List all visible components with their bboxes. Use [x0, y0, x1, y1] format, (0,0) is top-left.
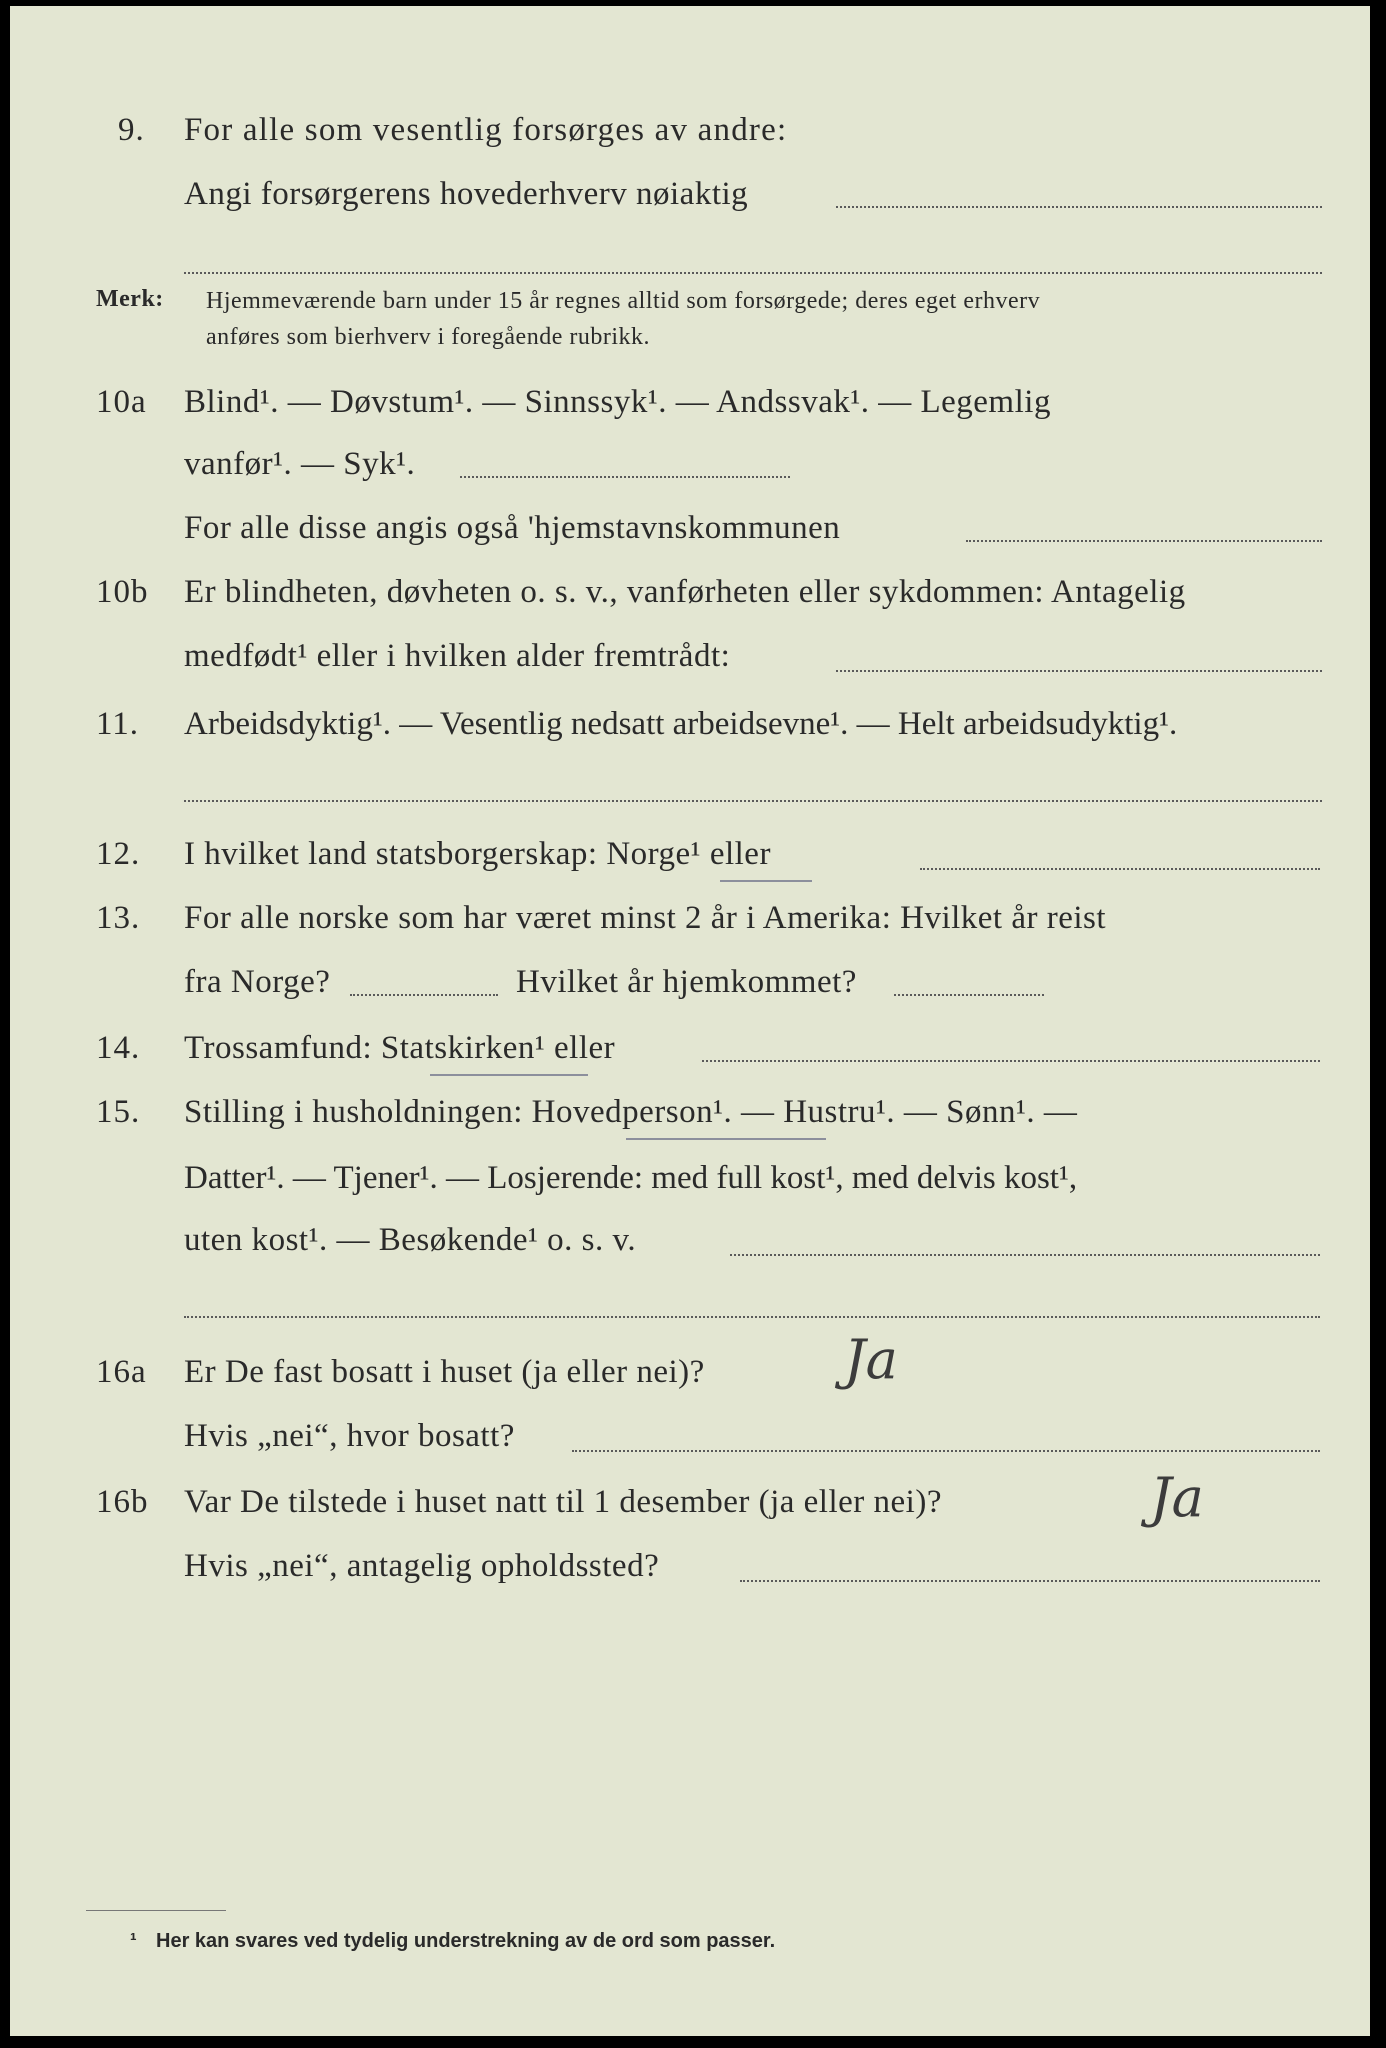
- q15-line2: Datter¹. — Tjener¹. — Losjerende: med full kost¹, med delvis kost¹,: [184, 1160, 1078, 1196]
- item-number-11: 11.: [96, 706, 140, 742]
- statskirken-underline-mark: [430, 1074, 588, 1076]
- item-number-14: 14.: [96, 1030, 141, 1066]
- q12-line1: I hvilket land statsborgerskap: Norge¹ eller: [184, 836, 771, 872]
- q13-line2a: fra Norge?: [184, 964, 331, 1000]
- q10b-line1: Er blindheten, døvheten o. s. v., vanførheten eller sykdommen: Antagelig: [184, 574, 1186, 610]
- item-number-16a: 16a: [96, 1354, 147, 1390]
- item-number-10a: 10a: [96, 384, 147, 420]
- merk-line1: Hjemmeværende barn under 15 år regnes alltid som forsørgede; deres eget erhverv: [206, 288, 1041, 314]
- footnote-rule: [86, 1910, 226, 1911]
- q13-reist-field[interactable]: [350, 994, 498, 996]
- q16a-bosatt-field[interactable]: [572, 1450, 1320, 1452]
- q10a-answer-field[interactable]: [460, 476, 790, 478]
- item-number-13: 13.: [96, 900, 141, 936]
- norge-underline-mark: [720, 880, 812, 882]
- q16a-line1: Er De fast bosatt i huset (ja eller nei)?: [184, 1354, 705, 1390]
- q16a-handwritten-answer: Ja: [844, 1328, 898, 1391]
- q13-hjemkommet-field[interactable]: [894, 994, 1044, 996]
- q10a-line1: Blind¹. — Døvstum¹. — Sinnssyk¹. — Andssvak¹. — Legemlig: [184, 384, 1051, 420]
- q10a-hjemstavn-field[interactable]: [966, 540, 1322, 542]
- census-form-page: [10, 6, 1370, 2036]
- q14-answer-field[interactable]: [702, 1060, 1320, 1062]
- q9-answer-field[interactable]: [836, 206, 1322, 208]
- q9-line2: Angi forsørgerens hovederhverv nøiaktig: [184, 176, 749, 212]
- q15-answer-field[interactable]: [730, 1254, 1320, 1256]
- q15-answer-field-2[interactable]: [184, 1316, 1320, 1318]
- q9-line1: For alle som vesentlig forsørges av andre:: [184, 112, 788, 148]
- q15-line1: Stilling i husholdningen: Hovedperson¹. — Hustru¹. — Sønn¹. —: [184, 1094, 1078, 1130]
- item-number-9: 9.: [118, 112, 145, 148]
- item-number-12: 12.: [96, 836, 141, 872]
- merk-label: Merk:: [96, 286, 164, 312]
- q16b-opholdssted-field[interactable]: [740, 1580, 1320, 1582]
- q13-line2b: Hvilket år hjemkommet?: [516, 964, 857, 1000]
- q11-line1: Arbeidsdyktig¹. — Vesentlig nedsatt arbeidsevne¹. — Helt arbeidsudyktig¹.: [184, 706, 1178, 742]
- q10a-line2: vanfør¹. — Syk¹.: [184, 446, 416, 482]
- q16b-handwritten-answer: Ja: [1150, 1466, 1204, 1529]
- q12-answer-field[interactable]: [920, 868, 1320, 870]
- q10b-answer-field[interactable]: [836, 670, 1322, 672]
- q10a-line3: For alle disse angis også 'hjemstavnskommunen: [184, 510, 841, 546]
- item-number-16b: 16b: [96, 1484, 149, 1520]
- q13-line1: For alle norske som har været minst 2 år i Amerika: Hvilket år reist: [184, 900, 1107, 936]
- q15-line3: uten kost¹. — Besøkende¹ o. s. v.: [184, 1222, 637, 1258]
- item-number-10b: 10b: [96, 574, 149, 610]
- q9-answer-field-2[interactable]: [184, 272, 1322, 274]
- item-number-15: 15.: [96, 1094, 141, 1130]
- footnote-text: Her kan svares ved tydelig understrekning av de ord som passer.: [156, 1930, 776, 1952]
- q10b-line2: medfødt¹ eller i hvilken alder fremtrådt:: [184, 638, 731, 674]
- q16b-line1: Var De tilstede i huset natt til 1 desember (ja eller nei)?: [184, 1484, 942, 1520]
- footnote-marker: ¹: [130, 1930, 137, 1952]
- merk-line2: anføres som bierhverv i foregående rubrikk.: [206, 324, 651, 350]
- hovedperson-underline-mark: [626, 1138, 826, 1140]
- q16a-line2: Hvis „nei“, hvor bosatt?: [184, 1418, 515, 1454]
- q11-answer-field[interactable]: [184, 800, 1322, 802]
- q14-line1: Trossamfund: Statskirken¹ eller: [184, 1030, 616, 1066]
- q16b-line2: Hvis „nei“, antagelig opholdssted?: [184, 1548, 660, 1584]
